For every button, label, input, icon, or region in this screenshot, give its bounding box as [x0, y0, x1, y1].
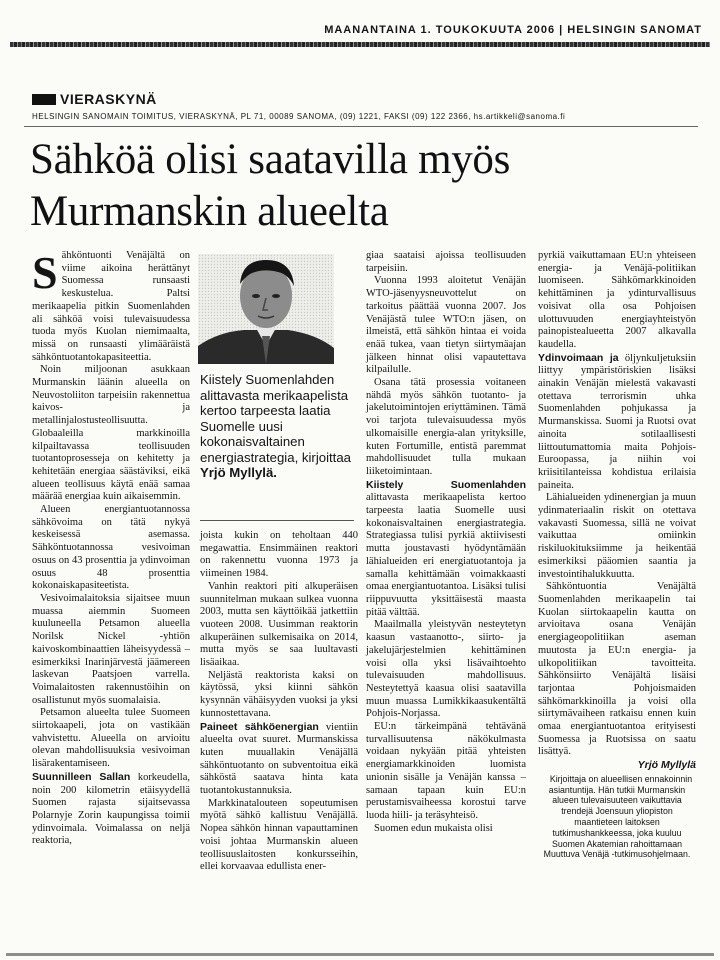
section-bar [32, 94, 56, 105]
article-intro [200, 372, 360, 481]
paragraph: Noin miljoonan asukkaan Murmanskin läänin alueella on Neuvostoliiton tarpeisiin rakennettua kaivos- ja metallinjalostusteollisuutta. Globaaleilla markkinoilla kilpailtavassa teollisuuden tuotantoprosesseja on kehitetty ja kehitetään energiaa säästäviksi, eikä alueen teollisuus käytä enää samaa määrää energiaa kuin aikaisemmin. [32, 364, 190, 503]
column-2 [200, 530, 358, 874]
intro-author: Yrjö Myllylä. [200, 465, 277, 480]
title-line-1: Sähköä olisi saatavilla myös [30, 136, 511, 183]
author-signature: Yrjö Myllylä [637, 759, 696, 772]
subhead-lead: Suunnilleen Sallan [32, 770, 131, 783]
paragraph [32, 771, 190, 848]
contact-line: HELSINGIN SANOMAIN TOIMITUS, VIERASKYNÄ, PL 71, 00089 SANOMA, (09) 1221, FAKSI (09) 122 2366, hs.artikkeli@sanoma.fi [32, 112, 566, 121]
paragraph [32, 247, 190, 364]
paragraph-text: vientiin alueelta ovat suuret. Murmanskissa kuten muuallakin Venäjällä sähköntuotanto on subventoitua eikä sähköstä saatava hinta kata tuotantokustannuksia. [200, 721, 358, 797]
paragraph [366, 479, 526, 620]
paragraph: Vesivoimalaitoksia sijaitsee muun muassa aiemmin Suomeen kuuluneella Petsamon alueella Norilsk Nickel -yhtiön kaivoskombinaattien läheisyydessä – esimerkiksi Inarinjärvestä jäämereen laskevan Paatsjoen varrella. Voimalaitosten rakennustöihin on osallistunut myös suomalaisia. [32, 592, 190, 706]
drop-cap: S [32, 247, 58, 298]
paragraph: EU:n tärkeimpänä tehtävänä turvallisuutensa näkökulmasta voidaan nykyään pitää yhteisten energiamarkkinoiden luomista unionin sisälle ja Venäjän kanssa – samaan tapaan kuin EU:n perustamisvaiheessa korostui tarve luoda hiili- ja teräsyhteisö. [366, 721, 526, 821]
column-1 [32, 247, 190, 848]
paragraph: pyrkiä vaikuttamaan EU:n yhteiseen energia- ja Venäjä-politiikan luomiseen. Sähkömarkkinoiden kehittäminen ja ydinturvallisuus voisivat olla osa Pohjoisen ulottuvuuden energiayhteistyön painopistealueetta 2007 alkavalla kaudella. [538, 250, 696, 350]
paragraph: joista kukin on teholtaan 440 megawattia. Ensimmäinen reaktori on rakennettu vuonna 1973 ja viimeinen 1984. [200, 530, 358, 580]
paragraph: Neljästä reaktorista kaksi on käytössä, yksi kiinni sähkön kysynnän vähäisyyden vuoksi ja yksi kunnostettavana. [200, 669, 358, 719]
intro-text: Kiistely Suomenlahden alittavasta merikaapelista kertoo tarpeesta laatia Suomelle uusi kokonaisvaltainen energiastrategia, kirjoittaa [200, 372, 352, 465]
paragraph: Maailmalla yleistyvän nesteytetyn kaasun vastaanotto-, siirto- ja jakelujärjestelmien kehittäminen voisi olla yksi lisävaihtoehto tulevaisuuden mahdollisuus. Nesteytettyä kaasua olisi saatavilla muun muassa Lumikkikaasukentältä Pohjois-Norjassa. [366, 619, 526, 720]
author-bio: Kirjoittaja on alueellisen ennakoinnin asiantuntija. Hän tutkii Murmanskin alueen tulevaisuuteen vaikuttavia trendejä Joensuun yliopiston maantieteen laitoksen tutkimushankkeessa, joka kuuluu Suomen Akatemian rahoittamaan Muuttuva Venäjä -tutkimusohjelmaan. [543, 773, 693, 860]
paragraph: Alueen energiantuotannossa sähkövoima on tätä nykyä keskeisessä asemassa. Sähköntuotannossa vesivoiman osuus on 43 prosenttia ja ydinvoiman osuus 48 prosenttia kokonaiskapasiteetista. [32, 504, 190, 592]
header-divider [24, 126, 698, 127]
section-label [32, 90, 157, 108]
column-4 [538, 250, 696, 860]
subhead-lead: Ydinvoimaan ja [538, 351, 619, 364]
paragraph: Vanhin reaktori piti alkuperäisen suunnitelman mukaan sulkea vuonna 2003, mutta sen käyttöikää jatkettiin vuoteen 2008. Uusimman reaktorin alkuperäinen sulkemisaika on 2014, mutta myös se saa luultavasti lisäaikaa. [200, 580, 358, 669]
paragraph-text: alittavasta merikaapelista kertoo tarpeesta laatia Suomelle uusi kokonaisvaltainen energiastrategia. Strategiassa tulisi pyrkiä aktiivisesti mutta joustavasti hyödyntämään lähialueiden eri energiatuotantoja ja samalla kehittämään voimakkaasti omaa energiantuotantoa. Lisäksi tulisi riippuvuutta yksittäisestä maasta pitää välttää. [366, 492, 526, 618]
intro-divider [200, 520, 354, 521]
paragraph-text: korkeudella, noin 200 kilometrin etäisyydellä Suomen rajasta sijaitsevassa Polarnyje Zorin kaupungissa toimii ydinvoimala. Voimalassa on neljä reaktoria, [32, 771, 190, 847]
author-portrait-icon [198, 254, 334, 364]
subhead-lead: Paineet sähköenergian [200, 720, 319, 733]
paragraph: Markkinatalouteen sopeutumisen myötä sähkö kallistuu Venäjällä. Nopea sähkön hinnan vapauttaminen voisi johtaa Murmanskin alueen teollisuuslaitosten konkursseihin, ellei korvaavaa edullista ener- [200, 797, 358, 873]
paragraph: Suomen edun mukaista olisi [374, 822, 493, 834]
paragraph: Sähköntuontia Venäjältä Suomenlahden merikaapelin tai Kuolan siirtokaapelin kautta on arvioitava osana Venäjän energiageopolitiikan aseman muutosta ja EU:n energia- ja ulkopolitiikan tavoitteita. Sähkönsiirto Venäjältä lisäisi tarjontaa Pohjoismaiden sähkömarkkinoilla ja voisi olla siirtymävaiheen ratkaisu ennen kuin omaa energiantuotantoa erityisesti Suomessa ja Ruotsissa on saatu lisättyä. [538, 581, 696, 758]
article-title [30, 134, 690, 238]
paragraph: Osana tätä prosessia voitaneen nähdä myös sähkön tuotanto- ja jakelutoimintojen eriyttäminen. Tämä voi tarjota tulevaisuudessa myös ulkomaisille energia-alan yrityksille, kuten Fortumille, entistä paremmat mahdollisuudet tulla mukaan liiketoimintaan. [366, 377, 526, 477]
subhead-lead: Kiistely Suomenlahden [366, 478, 526, 491]
newspaper-masthead: MAANANTAINA 1. TOUKOKUUTA 2006 | HELSINGIN SANOMAT [324, 24, 702, 36]
masthead-rule [10, 42, 710, 47]
scan-edge [6, 953, 714, 956]
paragraph [200, 721, 358, 798]
paragraph: Lähialueiden ydinenergian ja muun ydinmateriaalin riskit on otettava vakavasti Suomessa, sillä ne voivat vaikuttaa omiinkin riskiluokituksiimme ja heikentää esimerkiksi pääomien saantia ja investointihalukkuutta. [538, 492, 696, 580]
section-title: VIERASKYNÄ [60, 91, 157, 107]
paragraph [538, 352, 696, 493]
paragraph: Petsamon alueelta tulee Suomeen siirtokaapeli, jota on vastikään vahvistettu. Alueella on arvioitu olevan mahdollisuuksia vesivoiman lisärakentamiseen. [32, 707, 190, 770]
title-line-2: Murmanskin alueelta [30, 188, 389, 235]
paragraph-text: öljynkuljetuksiin liittyy ympäristöriskien lisäksi ainakin Venäjän mielestä vakavasti otettava terrorismin uhka Suomenlahden pohjukassa ja Murmanskissa. Suomi ja Ruotsi ovat ainoita sotilaallisesti liittoutumattomia maita Pohjois-Euroopassa, ja niihin voi kriisitilanteissa kohdistua erilaisia paineita. [538, 352, 696, 491]
paragraph-text: ähköntuonti Venäjältä on viime aikoina herättänyt Suomessa runsaasti keskustelua. Paltsi merikaapelia pitkin Suomenlahden ali sähköä voisi tulevaisuudessa tuoda myös Kuolan niemimaalta, missä on runsaasti ylimääräistä sähköntuotantokapasiteettia. [32, 250, 190, 363]
paragraph: Vuonna 1993 aloitetut Venäjän WTO-jäsenyysneuvottelut on tarkoitus päättää vuonna 2007. Jos Venäjästä tulee WTO:n jäsen, on ilmeistä, että sähkön hintaa ei voida enää tukea, vaan tietyn siirtymäajan jälkeen hinnat olisi vapautettava kilpailulle. [366, 275, 526, 376]
column-3 [366, 250, 526, 835]
paragraph: giaa saataisi ajoissa teollisuuden tarpeisiin. [366, 250, 526, 274]
author-photo [198, 254, 334, 364]
